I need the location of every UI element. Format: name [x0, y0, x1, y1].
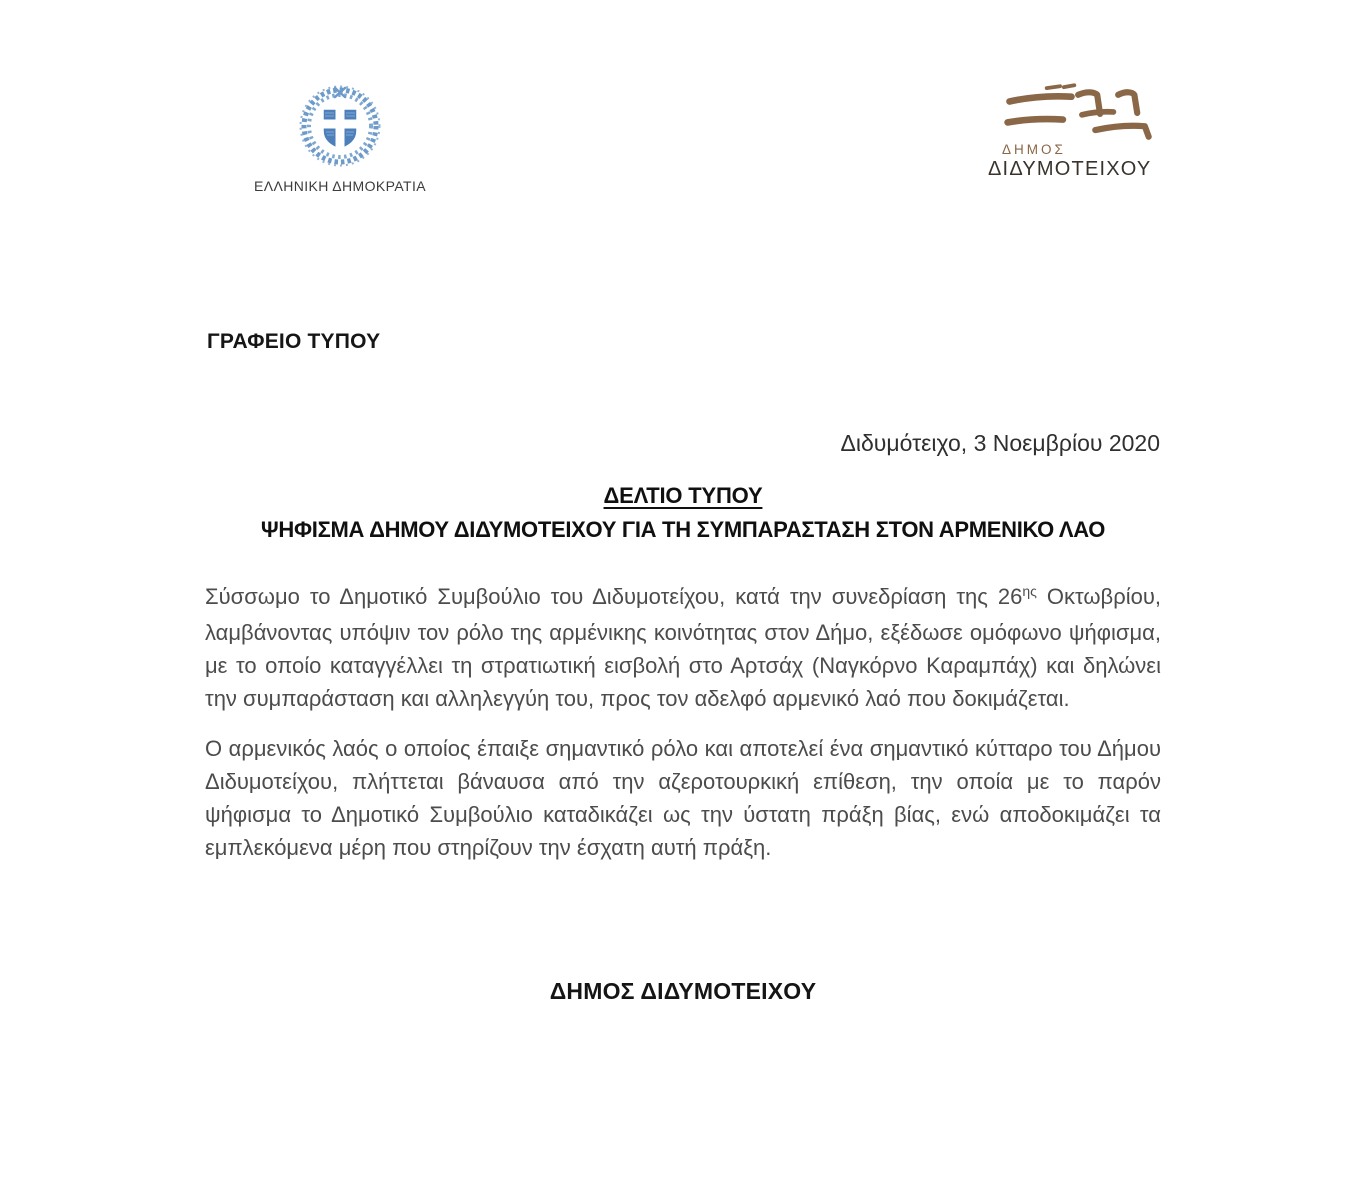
document-subtitle: ΨΗΦΙΣΜΑ ΔΗΜΟΥ ΔΙΔΥΜΟΤΕΙΧΟΥ ΓΙΑ ΤΗ ΣΥΜΠΑΡΑΣΤΑΣΗ ΣΤΟΝ ΑΡΜΕΝΙΚΟ ΛΑΟ: [260, 517, 1106, 542]
paragraph-2: Ο αρμενικός λαός ο οποίος έπαιξε σημαντικό ρόλο και αποτελεί ένα σημαντικό κύτταρο του Δήμου Διδυμοτείχου, πλήττεται βάναυσα από την αζεροτουρκική επίθεση, την οποία με το παρόν ψήφισμα το Δημοτικό Συμβούλιο καταδικάζει ως την ύστατη πράξη βίας, ενώ αποδοκιμάζει τα εμπλεκόμενα μέρη που στηρίζουν την έσχατη αυτή πράξη.: [205, 736, 1161, 860]
paragraph-1-ordinal-superscript: ης: [1022, 583, 1037, 599]
hellenic-republic-emblem-icon: [299, 84, 381, 173]
municipality-logo-block: [988, 82, 1188, 181]
dateline: Διδυμότειχο, 3 Νοεμβρίου 2020: [840, 430, 1160, 456]
hellenic-republic-emblem-block: [250, 84, 430, 194]
press-office-heading: ΓΡΑΦΕΙΟ ΤΥΠΟΥ: [207, 330, 381, 353]
paragraph-1: [205, 580, 1161, 715]
didymoteicho-castle-logo-icon: [1000, 82, 1162, 140]
paragraph-1-text-rest: Οκτωβρίου, λαμβάνοντας υπόψιν τον ρόλο της αρμένικης κοινότητας στον Δήμο, εξέδωσε ομόφωνο ψήφισμα, με το οποίο καταγγέλλει τη στρατιωτική εισβολή στο Αρτσάχ (Ναγκόρνο Καραμπάχ) και δηλώνει την συμπαράσταση και αλληλεγγύη του, προς τον αδελφό αρμενικό λαό που δοκιμάζεται.: [205, 584, 1161, 711]
document-title: ΔΕΛΤΙΟ ΤΥΠΟΥ: [603, 483, 763, 508]
emblem-caption: ΕΛΛΗΝΙΚΗ ΔΗΜΟΚΡΑΤΙΑ: [253, 178, 427, 194]
document-body: [205, 580, 1161, 881]
logo-municipality-word: ΔΗΜΟΣ: [1002, 142, 1066, 157]
logo-municipality-name: ΔΙΔΥΜΟΤΕΙΧΟΥ: [988, 158, 1152, 180]
signature-municipality: ΔΗΜΟΣ ΔΙΔΥΜΟΤΕΙΧΟΥ: [549, 978, 817, 1004]
paragraph-1-text-start: Σύσσωμο το Δημοτικό Συμβούλιο του Διδυμοτείχου, κατά την συνεδρίαση της 26: [205, 584, 1023, 609]
